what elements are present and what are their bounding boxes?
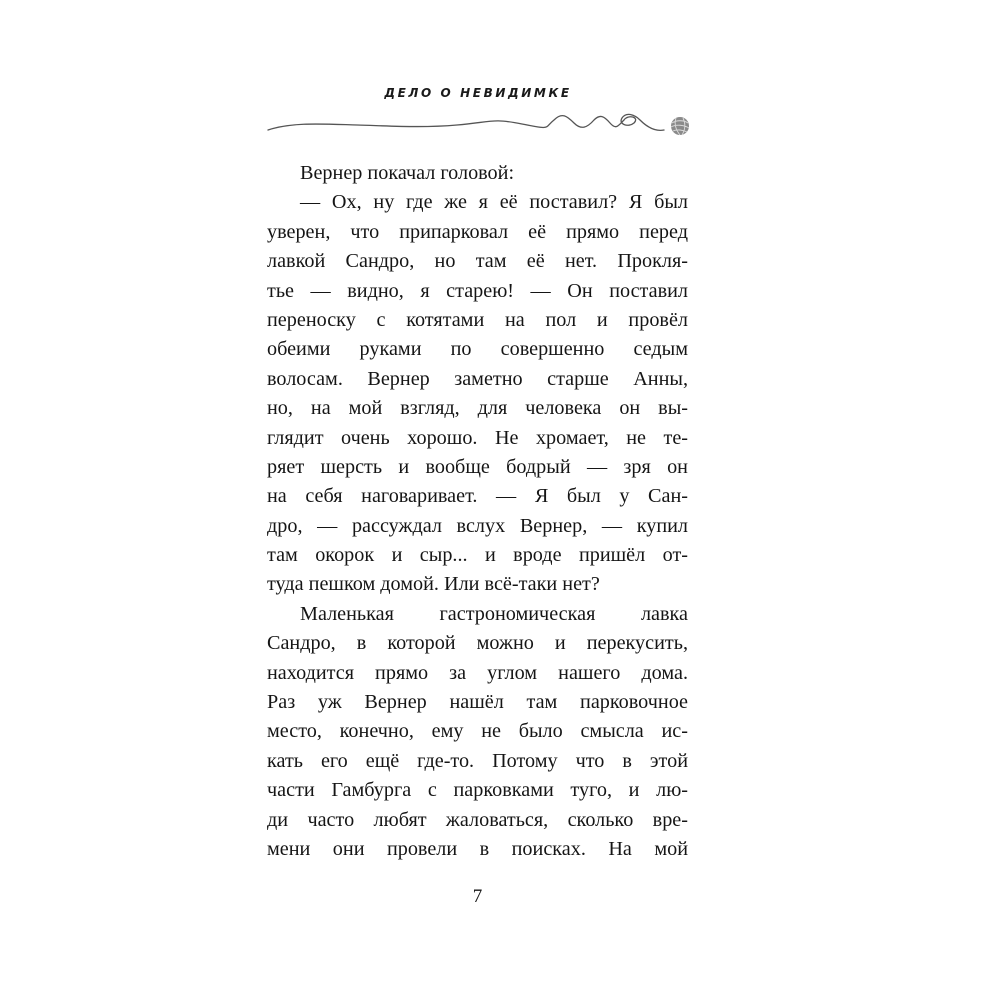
text-line: — Ох, ну где же я её поставил? Я был: [300, 191, 688, 214]
text-line: ряет шерсть и вообще бодрый — зря он: [267, 455, 688, 478]
text-line: Сандро, в которой можно и перекусить,: [267, 632, 688, 655]
text-line: туда пешком домой. Или всё-таки нет?: [267, 573, 600, 596]
running-head-title: ДЕЛО О НЕВИДИМКЕ: [384, 86, 572, 100]
text-line: мени они провели в поисках. На мой: [267, 837, 688, 860]
body-text: [267, 159, 688, 864]
paragraph: [267, 159, 688, 600]
text-line: обеими руками по совершенно седым: [267, 338, 688, 361]
text-line: переноску с котятами на пол и провёл: [267, 308, 688, 331]
text-line: кать его ещё где-то. Потому что в этой: [267, 749, 688, 772]
text-line: уверен, что припарковал её прямо перед: [267, 220, 688, 243]
yarn-ball-icon: [671, 117, 689, 135]
text-line: находится прямо за углом нашего дома.: [267, 661, 688, 684]
text-line: глядит очень хорошо. Не хромает, не те-: [267, 426, 688, 449]
text-line: волосам. Вернер заметно старше Анны,: [267, 367, 688, 390]
text-line: место, конечно, ему не было смысла ис-: [267, 720, 688, 743]
text-line: Раз уж Вернер нашёл там парковочное: [267, 691, 688, 714]
text-line: на себя наговаривает. — Я был у Сан-: [267, 485, 688, 508]
text-line: тье — видно, я старею! — Он поставил: [267, 279, 688, 302]
paragraph: [267, 600, 688, 865]
text-line: лавкой Сандро, но там её нет. Прокля-: [267, 250, 688, 273]
yarn-thread-ornament-icon: [262, 108, 702, 140]
text-line: Вернер покачал головой:: [300, 162, 515, 184]
text-line: части Гамбурга с парковками туго, и лю-: [267, 779, 688, 802]
text-line: ди часто любят жаловаться, сколько вре-: [267, 808, 688, 831]
text-line: Маленькая гастрономическая лавка: [300, 602, 688, 625]
text-line: там окорок и сыр... и вроде пришёл от-: [267, 544, 688, 567]
text-line: дро, — рассуждал вслух Вернер, — купил: [267, 514, 688, 537]
page-number: 7: [472, 886, 483, 907]
text-line: но, на мой взгляд, для человека он вы-: [267, 397, 688, 420]
